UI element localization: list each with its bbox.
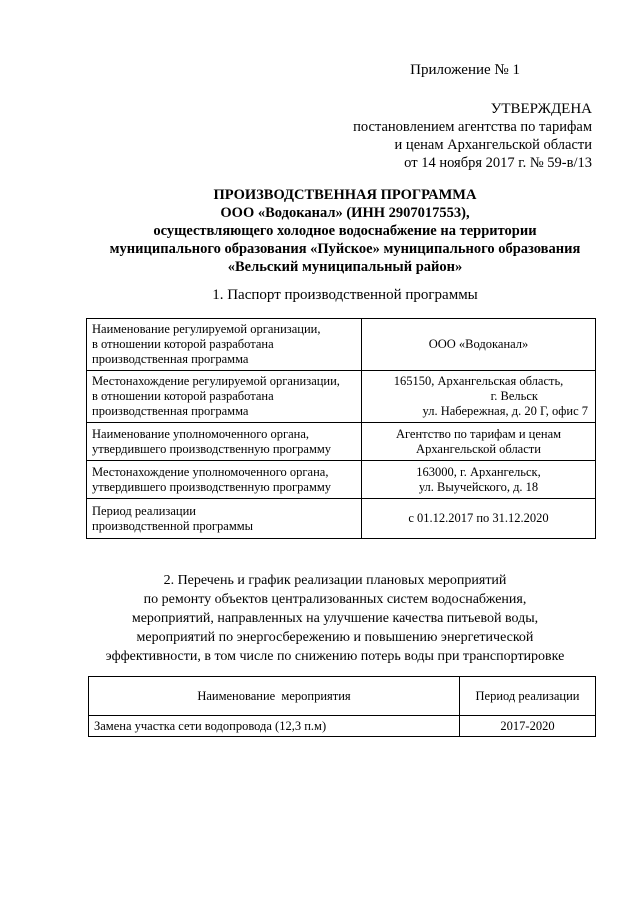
row-value — [362, 319, 596, 371]
heading-line: мероприятий, направленных на улучшение качества питьевой воды, — [131, 611, 539, 626]
column-header-name: Наименование мероприятия — [89, 677, 460, 716]
title-line: «Вельский муниципальный район» — [227, 259, 463, 275]
row-label — [87, 461, 362, 499]
approval-block — [300, 100, 592, 172]
table-row — [87, 499, 596, 539]
row-label — [87, 423, 362, 461]
event-period: 2017-2020 — [460, 716, 596, 737]
title-line: ПРОИЗВОДСТВЕННАЯ ПРОГРАММА — [213, 187, 477, 203]
label-line: производственная программа — [92, 404, 249, 418]
value-line: ул. Набережная, д. 20 Г, офис 7 — [422, 404, 588, 418]
label-line: Местонахождение уполномоченного органа, — [92, 464, 329, 479]
label-line: в отношении которой разработана — [92, 389, 274, 403]
title-line: муниципального образования «Пуйское» муниципального образования — [109, 241, 581, 257]
row-label — [87, 319, 362, 371]
label-line: Наименование уполномоченного органа, — [92, 426, 309, 441]
heading-line: мероприятий по энергосбережению и повышению энергетической — [136, 630, 534, 645]
section2-heading — [80, 571, 590, 666]
label-line: Наименование регулируемой организации, — [92, 322, 321, 336]
title-line: ООО «Водоканал» (ИНН 2907017553), — [220, 205, 470, 221]
label-line: Местонахождение регулируемой организации, — [92, 374, 340, 388]
events-table — [88, 676, 596, 737]
event-name: Замена участка сети водопровода (12,3 п.м) — [89, 716, 460, 737]
section1-heading: 1. Паспорт производственной программы — [212, 287, 478, 303]
appendix-number: Приложение № 1 — [410, 62, 520, 78]
document-title — [60, 186, 630, 276]
table-row — [87, 423, 596, 461]
value-line: г. Вельск — [490, 389, 538, 403]
label-line: производственная программа — [92, 352, 249, 366]
approved-line: и ценам Архангельской области — [394, 137, 592, 153]
row-label — [87, 371, 362, 423]
heading-line: по ремонту объектов централизованных систем водоснабжения, — [143, 592, 527, 607]
label-line: производственной программы — [92, 518, 254, 533]
value-line: ул. Выучейского, д. 18 — [418, 479, 539, 494]
row-value — [362, 499, 596, 539]
row-value — [362, 461, 596, 499]
value-line: 165150, Архангельская область, — [393, 374, 564, 388]
table-row — [87, 371, 596, 423]
value-line: Архангельской области — [416, 441, 541, 456]
value-line: ООО «Водоканал» — [428, 337, 529, 351]
table-row — [89, 716, 596, 737]
value-line: Агентство по тарифам и ценам — [395, 426, 562, 441]
approved-title: УТВЕРЖДЕНА — [490, 101, 592, 117]
approved-line: от 14 ноября 2017 г. № 59-в/13 — [404, 155, 592, 171]
heading-line: эффективности, в том числе по снижению потерь воды при транспортировке — [105, 649, 565, 664]
value-line: с 01.12.2017 по 31.12.2020 — [408, 511, 549, 525]
passport-table — [86, 318, 596, 539]
row-label — [87, 499, 362, 539]
table-header-row — [89, 677, 596, 716]
label-line: утвердившего производственную программу — [92, 479, 332, 494]
table-row — [87, 461, 596, 499]
column-header-period: Период реализации — [460, 677, 596, 716]
title-line: осуществляющего холодное водоснабжение на территории — [153, 223, 537, 239]
row-value — [362, 423, 596, 461]
heading-line: 2. Перечень и график реализации плановых мероприятий — [163, 573, 507, 588]
value-line: 163000, г. Архангельск, — [416, 464, 541, 479]
label-line: в отношении которой разработана — [92, 337, 274, 351]
label-line: Период реализации — [92, 503, 196, 518]
row-value — [362, 371, 596, 423]
label-line: утвердившего производственную программу — [92, 441, 332, 456]
approved-line: постановлением агентства по тарифам — [353, 119, 592, 135]
table-row — [87, 319, 596, 371]
